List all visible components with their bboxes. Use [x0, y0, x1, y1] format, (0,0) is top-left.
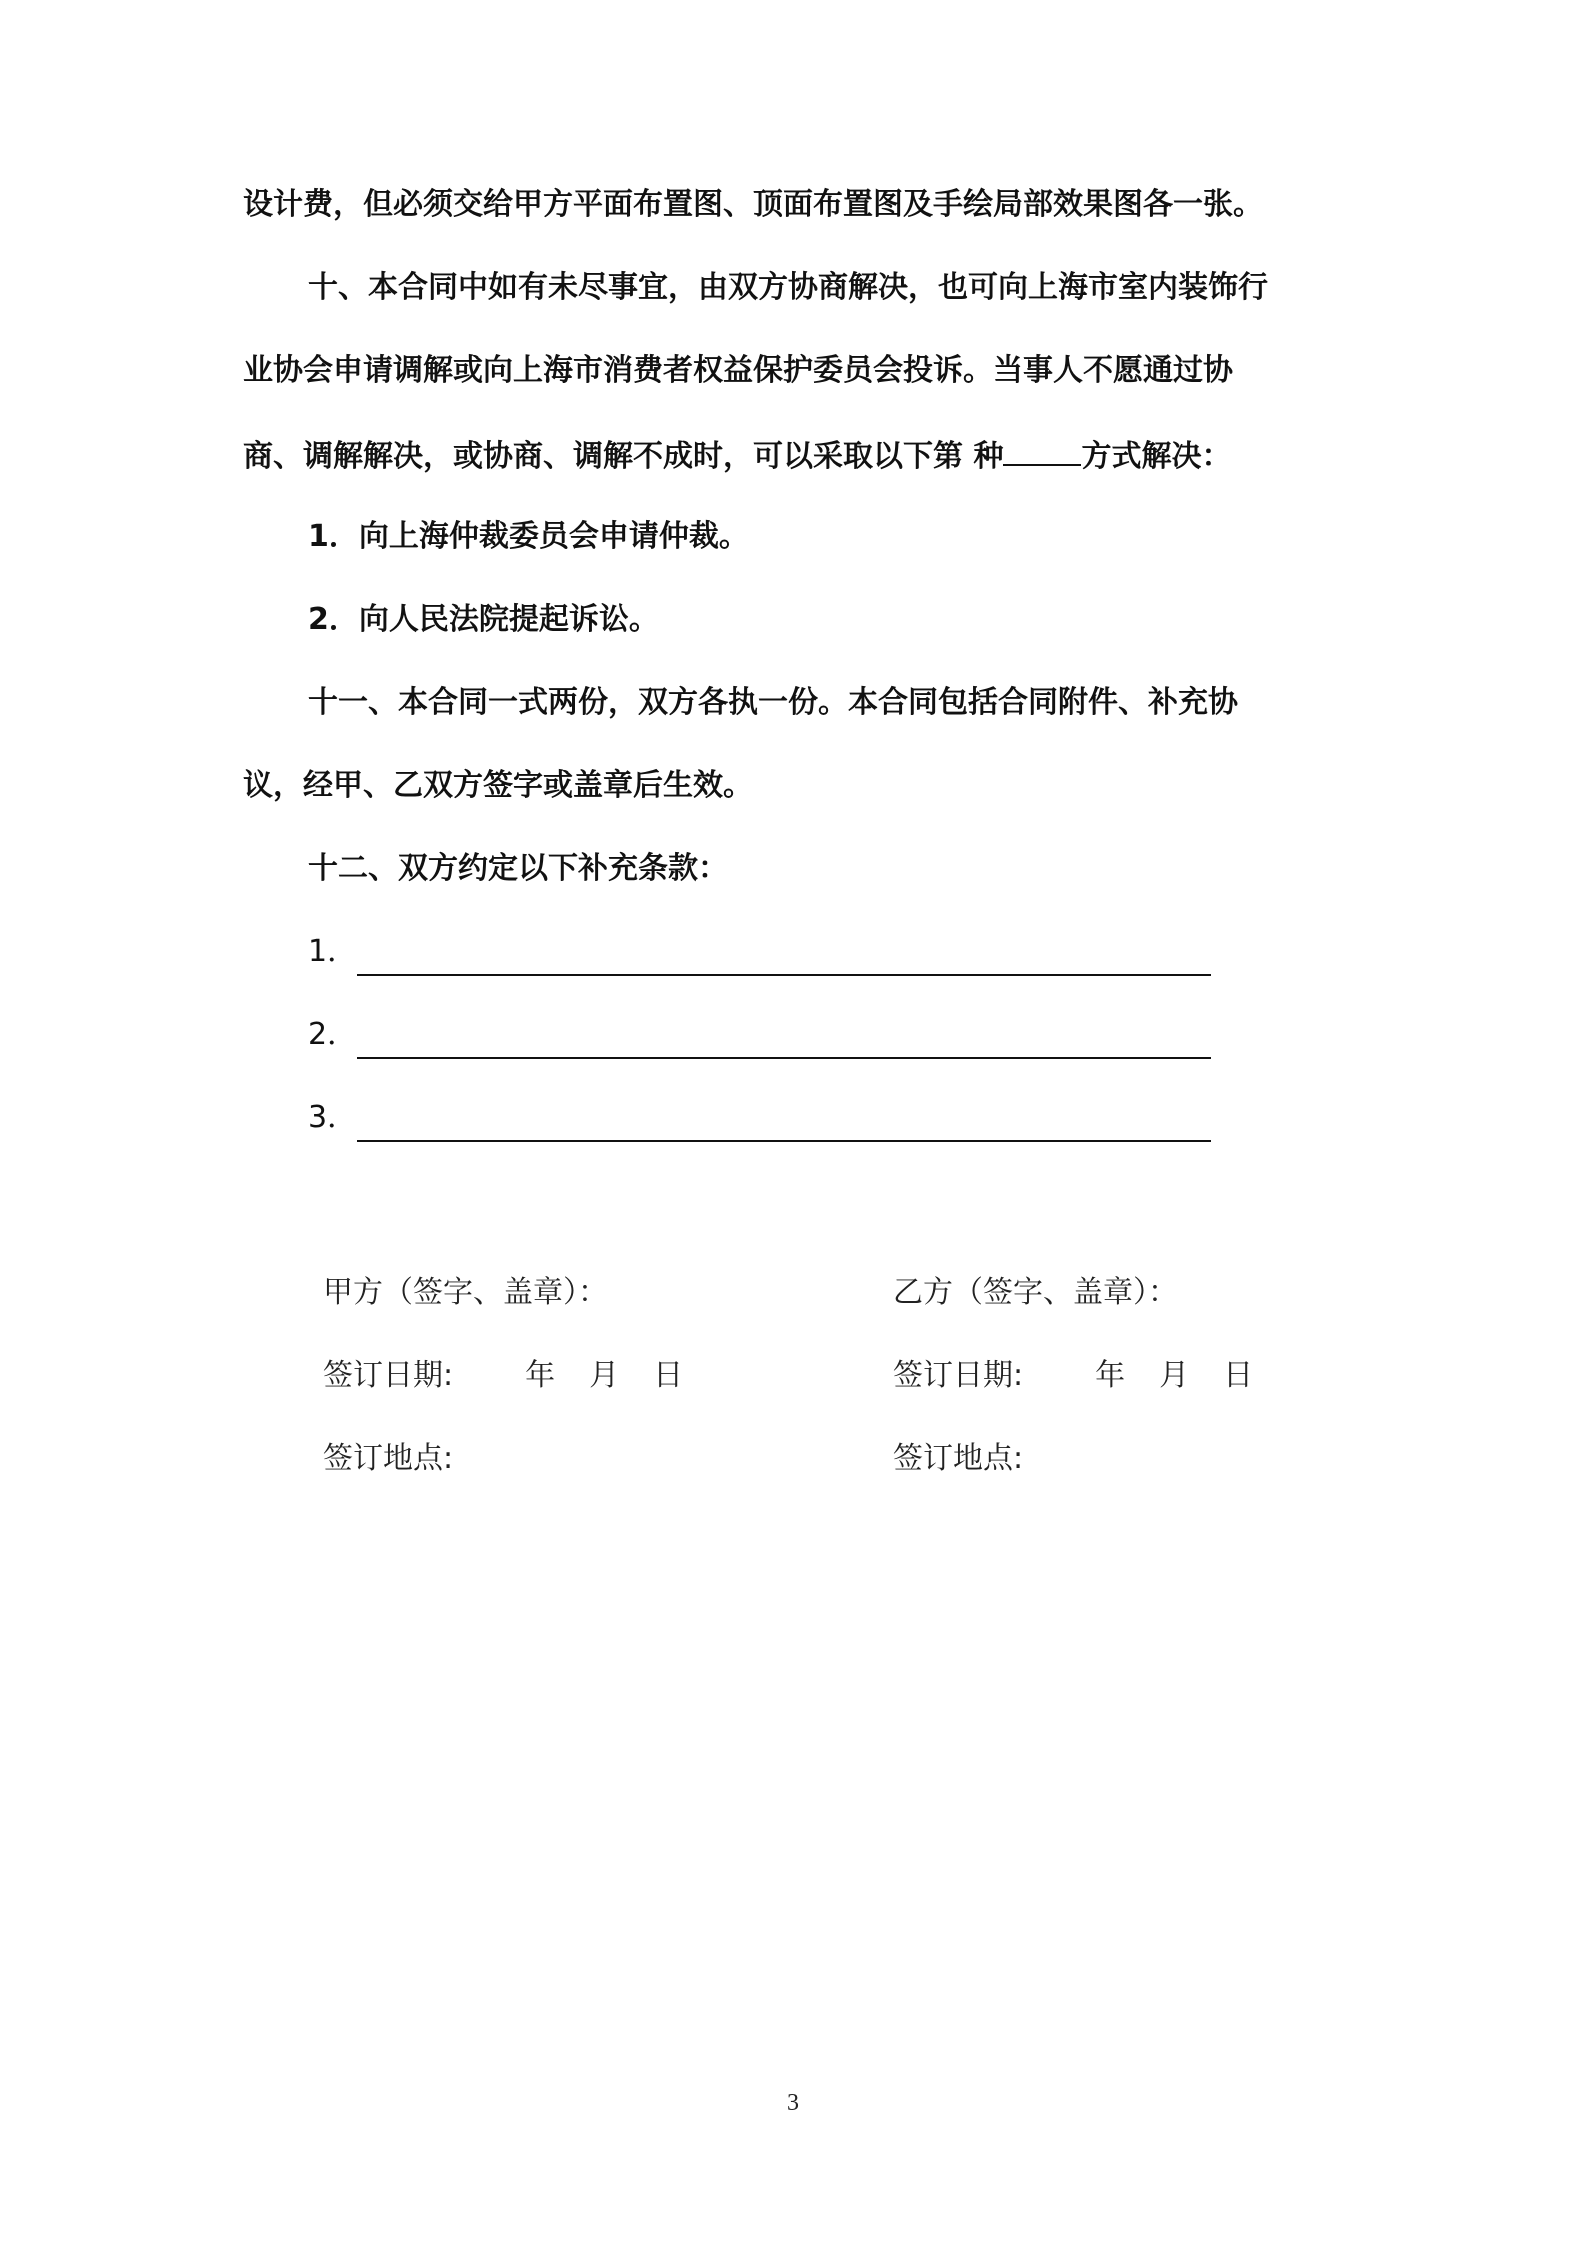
clause-11-line-1: 十一、本合同一式两份，双方各执一份。本合同包括合同附件、补充协 — [308, 685, 1238, 720]
option-litigation: 2．向人民法院提起诉讼。 — [308, 602, 659, 637]
clause-10-line-3 — [243, 434, 1231, 477]
party-a-sign-label: 甲方（签字、盖章）： — [323, 1275, 608, 1310]
party-b-place-label: 签订地点: — [893, 1441, 1024, 1476]
supplementary-number: 1． — [308, 934, 358, 969]
option-arbitration: 1．向上海仲裁委员会申请仲裁。 — [308, 519, 749, 554]
party-a-month: 月 — [589, 1358, 620, 1393]
clause-10-line-3-text: 商、调解解决，或协商、调解不成时，可以采取以下第 种 — [243, 439, 1004, 474]
clause-10-line-3-tail: 方式解决： — [1081, 439, 1232, 474]
party-b-date-label: 签订日期: — [893, 1358, 1024, 1393]
party-b-month: 月 — [1159, 1358, 1190, 1393]
clause-11-line-2: 议，经甲、乙双方签字或盖章后生效。 — [243, 768, 753, 803]
supplementary-blank-1[interactable] — [357, 974, 1211, 976]
party-a-place-label: 签订地点: — [323, 1441, 454, 1476]
party-a-year: 年 — [525, 1358, 556, 1393]
party-a-day: 日 — [653, 1358, 684, 1393]
dispute-method-blank[interactable] — [1003, 434, 1081, 466]
party-a-date-label: 签订日期: — [323, 1358, 454, 1393]
supplementary-item — [308, 932, 357, 972]
clause-10-line-1: 十、本合同中如有未尽事宜，由双方协商解决，也可向上海市室内装饰行 — [308, 270, 1268, 305]
party-b-date-row — [893, 1356, 1253, 1396]
supplementary-number: 3． — [308, 1100, 358, 1135]
party-b-sign-label: 乙方（签字、盖章）： — [893, 1275, 1178, 1310]
party-a-date-row — [323, 1356, 683, 1396]
supplementary-item — [308, 1015, 357, 1055]
party-b-year: 年 — [1095, 1358, 1126, 1393]
supplementary-blank-3[interactable] — [357, 1140, 1211, 1142]
clause-10-line-2: 业协会申请调解或向上海市消费者权益保护委员会投诉。当事人不愿通过协 — [243, 353, 1233, 388]
supplementary-blank-2[interactable] — [357, 1057, 1211, 1059]
page-number: 3 — [787, 2090, 799, 2116]
clause-12-heading: 十二、双方约定以下补充条款： — [308, 851, 728, 886]
paragraph-design-fee: 设计费，但必须交给甲方平面布置图、顶面布置图及手绘局部效果图各一张。 — [243, 187, 1263, 222]
supplementary-item — [308, 1098, 357, 1138]
party-b-day: 日 — [1223, 1358, 1254, 1393]
supplementary-number: 2． — [308, 1017, 358, 1052]
